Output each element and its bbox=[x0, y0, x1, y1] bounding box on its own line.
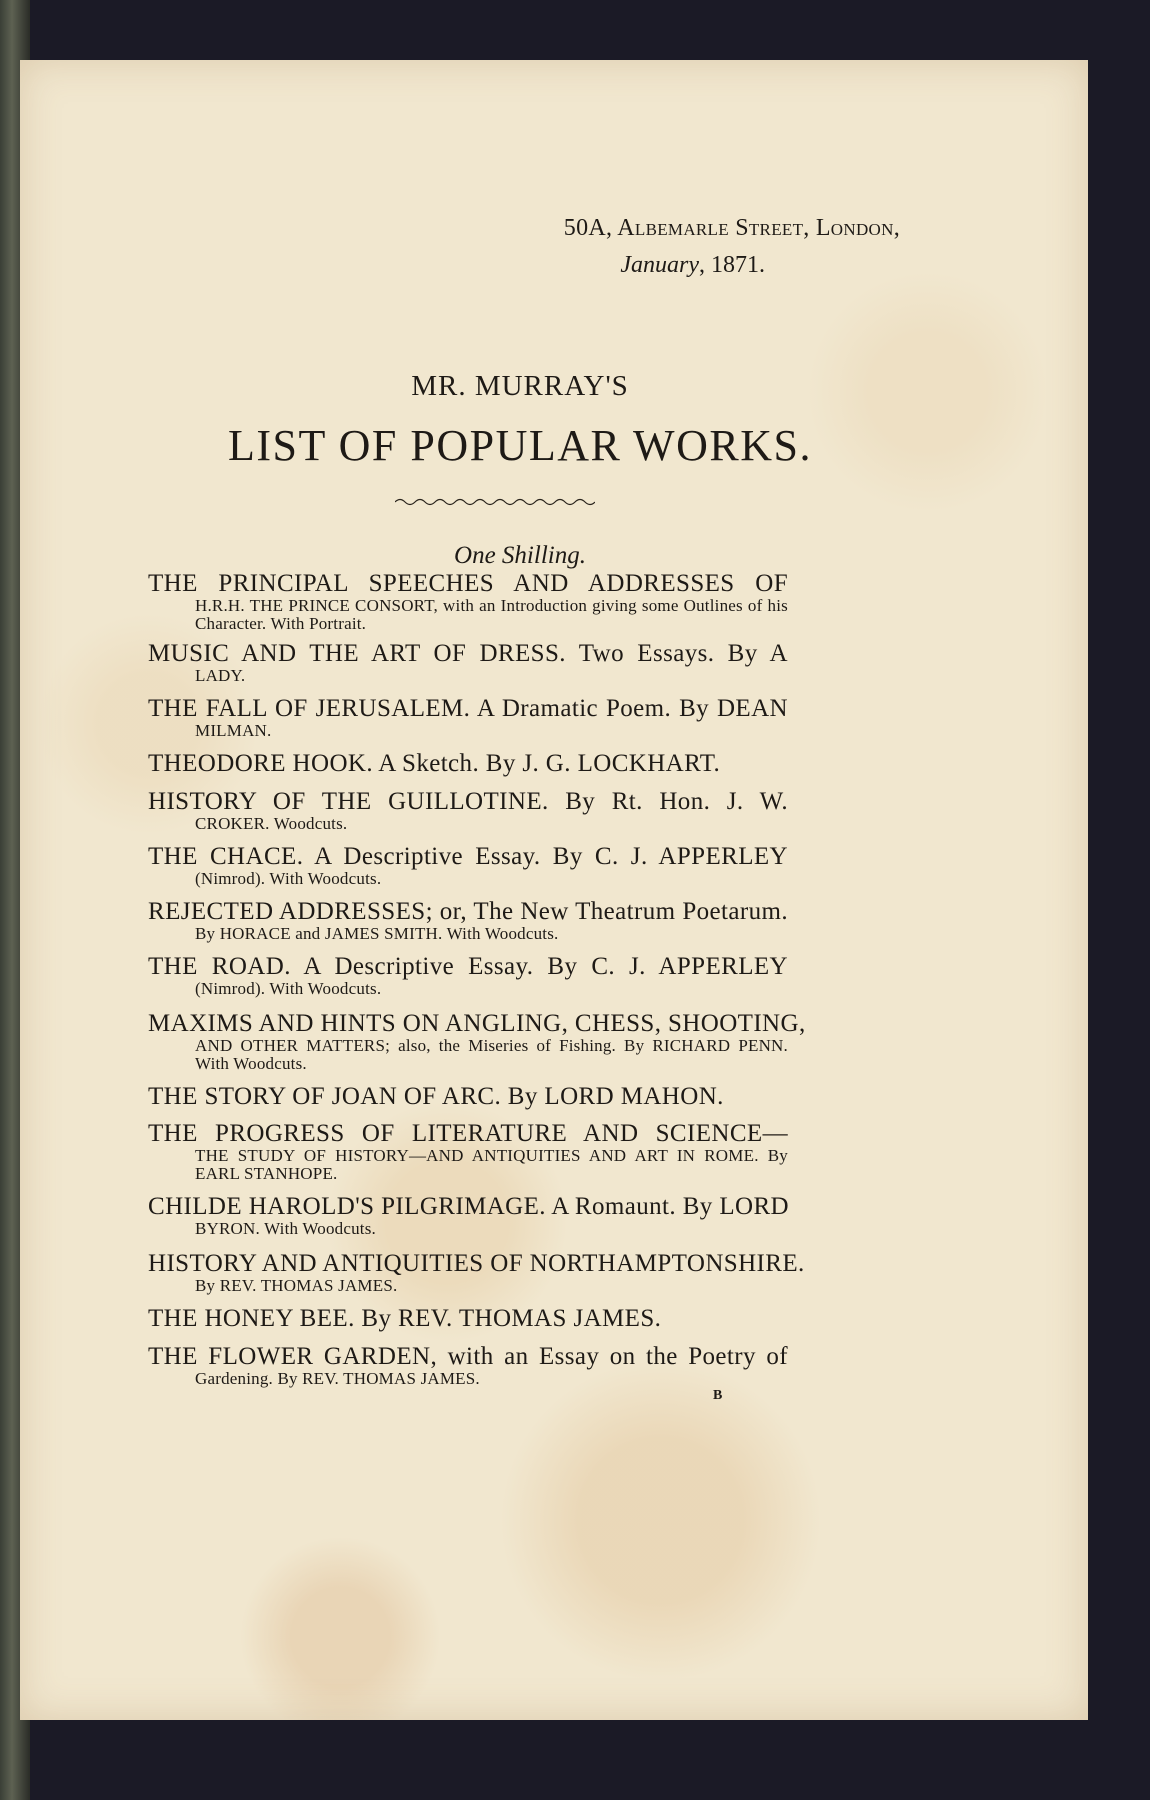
entry-title: THE FLOWER GARDEN, with an Essay on the Poetry of bbox=[148, 1343, 788, 1370]
entry-title: MAXIMS AND HINTS ON ANGLING, CHESS, SHOOTING, bbox=[148, 1010, 806, 1037]
entry-detail: (Nimrod). With Woodcuts. bbox=[195, 979, 382, 998]
list-item bbox=[148, 1250, 805, 1295]
entry-title: THE HONEY BEE. By REV. THOMAS JAMES. bbox=[148, 1305, 662, 1332]
entry-title: THE PRINCIPAL SPEECHES AND ADDRESSES OF bbox=[148, 570, 788, 597]
list-item bbox=[148, 1193, 788, 1238]
list-title-line2: LIST OF POPULAR WORKS. bbox=[228, 421, 812, 470]
entry-detail: THE STUDY OF HISTORY—AND ANTIQUITIES AND ART IN ROME. By EARL STANHOPE. bbox=[195, 1146, 788, 1183]
entry-title: THE CHACE. A Descriptive Essay. By C. J. APPERLEY bbox=[148, 843, 788, 870]
entry-detail: AND OTHER MATTERS; also, the Miseries of Fishing. By RICHARD PENN. With Woodcuts. bbox=[195, 1036, 788, 1073]
list-item bbox=[148, 1083, 788, 1110]
list-item bbox=[148, 788, 788, 833]
date-month: January bbox=[620, 252, 699, 278]
publisher-address bbox=[20, 215, 900, 242]
list-item bbox=[148, 953, 788, 998]
list-item bbox=[148, 570, 788, 633]
entry-detail: BYRON. With Woodcuts. bbox=[195, 1219, 376, 1238]
entry-detail: By HORACE and JAMES SMITH. With Woodcuts. bbox=[195, 924, 559, 943]
entry-title: THE STORY OF JOAN OF ARC. By LORD MAHON. bbox=[148, 1083, 724, 1110]
entry-title: CHILDE HAROLD'S PILGRIMAGE. A Romaunt. By LORD bbox=[148, 1193, 789, 1220]
entry-title: HISTORY OF THE GUILLOTINE. By Rt. Hon. J. W. bbox=[148, 788, 788, 815]
list-item bbox=[148, 1120, 788, 1183]
list-item bbox=[148, 898, 788, 943]
date-year: , 1871. bbox=[699, 252, 765, 278]
entry-title: HISTORY AND ANTIQUITIES OF NORTHAMPTONSHIRE. bbox=[148, 1250, 805, 1277]
entry-title: MUSIC AND THE ART OF DRESS. Two Essays. By A bbox=[148, 640, 788, 667]
signature-mark: B bbox=[713, 1388, 723, 1403]
list-item bbox=[148, 1343, 788, 1388]
entry-title: THE ROAD. A Descriptive Essay. By C. J. APPERLEY bbox=[148, 953, 788, 980]
entry-title: THEODORE HOOK. A Sketch. By J. G. LOCKHART. bbox=[148, 750, 721, 777]
entry-detail: By REV. THOMAS JAMES. bbox=[195, 1276, 398, 1295]
list-item bbox=[148, 1010, 806, 1073]
entry-title: REJECTED ADDRESSES; or, The New Theatrum Poetarum. bbox=[148, 898, 788, 925]
publication-date bbox=[20, 252, 765, 279]
book-page bbox=[20, 60, 1088, 1720]
decorative-rule bbox=[395, 497, 595, 507]
entry-detail: (Nimrod). With Woodcuts. bbox=[195, 869, 382, 888]
entry-detail: CROKER. Woodcuts. bbox=[195, 814, 348, 833]
entry-title: THE PROGRESS OF LITERATURE AND SCIENCE— bbox=[148, 1120, 788, 1147]
list-item bbox=[148, 695, 788, 740]
address-text: 50A, Albemarle Street, London, bbox=[563, 215, 900, 241]
entry-title: THE FALL OF JERUSALEM. A Dramatic Poem. By DEAN bbox=[148, 695, 788, 722]
entry-detail: H.R.H. THE PRINCE CONSORT, with an Introduction giving some Outlines of his Character. With Portrait. bbox=[195, 596, 788, 633]
entry-detail: MILMAN. bbox=[195, 721, 272, 740]
list-title-line1: MR. MURRAY'S bbox=[411, 370, 629, 402]
list-item bbox=[148, 640, 788, 685]
list-item bbox=[148, 1305, 788, 1332]
price-heading: One Shilling. bbox=[454, 542, 586, 569]
entry-detail: Gardening. By REV. THOMAS JAMES. bbox=[195, 1369, 480, 1388]
list-item bbox=[148, 750, 788, 777]
list-item bbox=[148, 843, 788, 888]
entry-detail: LADY. bbox=[195, 666, 246, 685]
